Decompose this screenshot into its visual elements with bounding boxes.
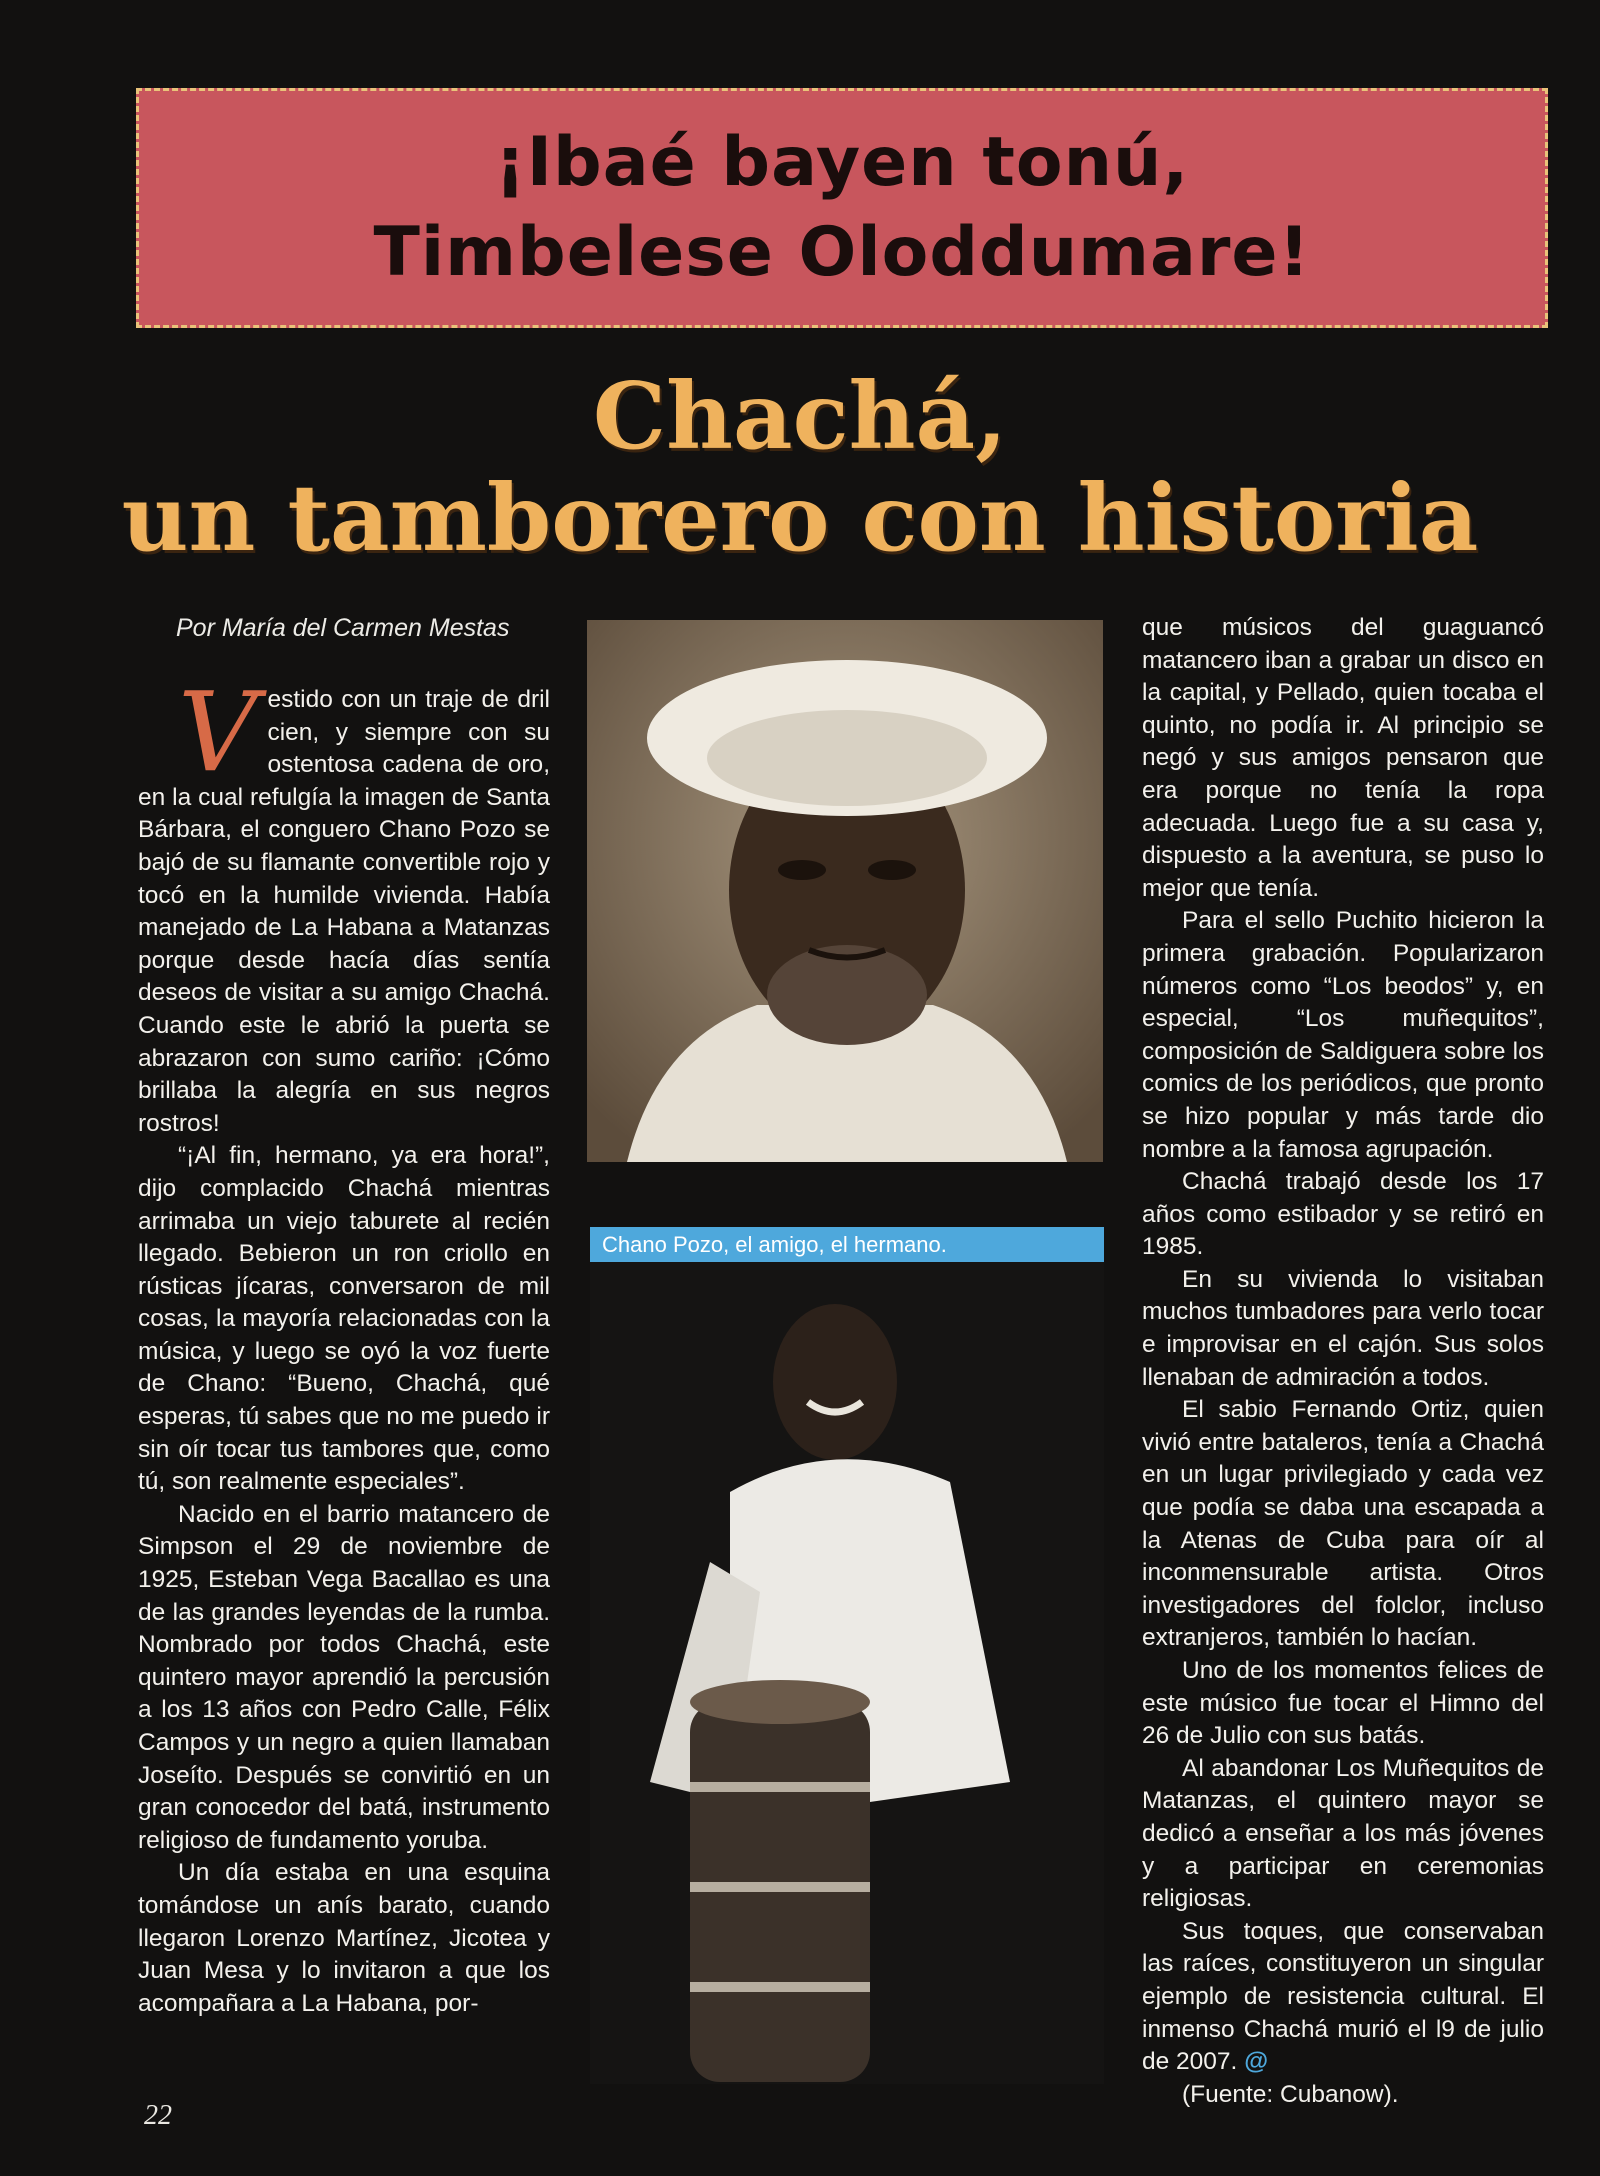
- right-column: [1142, 612, 1544, 2111]
- headline-line-1: Chachá,: [592, 362, 1008, 470]
- paragraph: Un día estaba en una esquina tomándose un anís barato, cuando llegaron Lorenzo Martínez, Jicotea y Juan Mesa y lo invitaron a que los acompañara a La Habana, por-: [138, 1859, 550, 2017]
- end-mark: @: [1244, 2048, 1269, 2076]
- title-banner: [136, 88, 1548, 328]
- drummer-image: [590, 1262, 1104, 2084]
- paragraph: Al abandonar Los Muñequitos de Matanzas, el quintero mayor se dedicó a enseñar a los más jóvenes y a participar en ceremonias religiosas.: [1142, 1754, 1544, 1913]
- paragraph: Para el sello Puchito hicieron la primera grabación. Popularizaron números como “Los beodos” y, en especial, “Los muñequitos”, composición de Saldiguera sobre los comics de los periódicos, que pronto se hizo popular y más tarde dio nombre a la famosa agrupación.: [1142, 907, 1544, 1163]
- dropcap: V: [178, 668, 258, 796]
- article-headline: [0, 362, 1600, 572]
- paragraph: Nacido en el barrio matancero de Simpson el 29 de noviembre de 1925, Esteban Vega Bacallao es una de las grandes leyendas de la rumba. Nombrado por todos Chachá, este quintero mayor aprendió la percusión a los 13 años con Pedro Calle, Félix Campos y un negro a quien llamaban Joseíto. Después se convirtió en un gran conocedor del batá, instrumento religioso de fundamento yoruba.: [138, 1500, 550, 1854]
- left-column: [138, 668, 550, 2020]
- banner-line-1: ¡Ibaé bayen tonú,: [494, 123, 1190, 202]
- paragraph: Chachá trabajó desde los 17 años como estibador y se retiró en 1985.: [1142, 1168, 1544, 1261]
- portrait-photo: [587, 620, 1103, 1162]
- paragraph: [138, 668, 550, 1140]
- byline: Por María del Carmen Mestas: [176, 614, 510, 642]
- paragraph: En su vivienda lo visitaban muchos tumbadores para verlo tocar e improvisar en el cajón. Sus solos llenaban de admiración a todos.: [1142, 1265, 1544, 1391]
- paragraph: El sabio Fernando Ortiz, quien vivió entre bataleros, tenía a Chachá en un lugar privilegiado y cada vez que podía se daba una escapada a la Atenas de Cuba para oír al inconmensurable artista. Otros investigadores del folclor, incluso extranjeros, también lo hacían.: [1142, 1396, 1544, 1652]
- banner-line-2: Timbelese Oloddumare!: [373, 213, 1311, 292]
- paragraph: Uno de los momentos felices de este músico fue tocar el Himno del 26 de Julio con sus batás.: [1142, 1657, 1544, 1750]
- paragraph-text: Sus toques, que conservaban las raíces, constituyeron un singular ejemplo de resistencia cultural. El inmenso Chachá murió el l9 de julio de 2007.: [1142, 1917, 1544, 2076]
- drummer-photo: [590, 1262, 1104, 2084]
- portrait-image: [587, 620, 1103, 1162]
- paragraph: que músicos del guaguancó matancero iban a grabar un disco en la capital, y Pellado, quien tocaba el quinto, no podía ir. Al principio se negó y sus amigos pensaron que era porque no tenía la ropa adecuada. Luego fue a su casa y, dispuesto a la aventura, se puso lo mejor que tenía.: [1142, 614, 1544, 902]
- paragraph: [1142, 1916, 1544, 2079]
- photo-caption: Chano Pozo, el amigo, el hermano.: [590, 1227, 1104, 1263]
- headline-line-2: un tamborero con historia: [121, 464, 1479, 572]
- paragraph: “¡Al fin, hermano, ya era hora!”, dijo complacido Chachá mientras arrimaba un viejo taburete al recién llegado. Bebieron un ron criollo en rústicas jícaras, conversaron de mil cosas, la mayoría relacionadas con la música, y luego se oyó la voz fuerte de Chano: “Bueno, Chachá, qué esperas, tú sabes que no me puedo ir sin oír tocar tus tambores que, como tú, son realmente especiales”.: [138, 1142, 550, 1496]
- source-note: (Fuente: Cubanow).: [1182, 2080, 1399, 2108]
- page-number: 22: [144, 2100, 172, 2131]
- paragraph-text: estido con un traje de dril cien, y siempre con su ostentosa cadena de oro, en la cual refulgía la imagen de Santa Bárbara, el conguero Chano Pozo se bajó de su flamante convertible rojo y tocó en la humilde vivienda. Había manejado de La Habana a Matanzas porque desde hacía días sentía deseos de visitar a su amigo Chachá. Cuando este le abrió la puerta se abrazaron con sumo cariño: ¡Cómo brillaba la alegría en sus negros rostros!: [138, 686, 550, 1137]
